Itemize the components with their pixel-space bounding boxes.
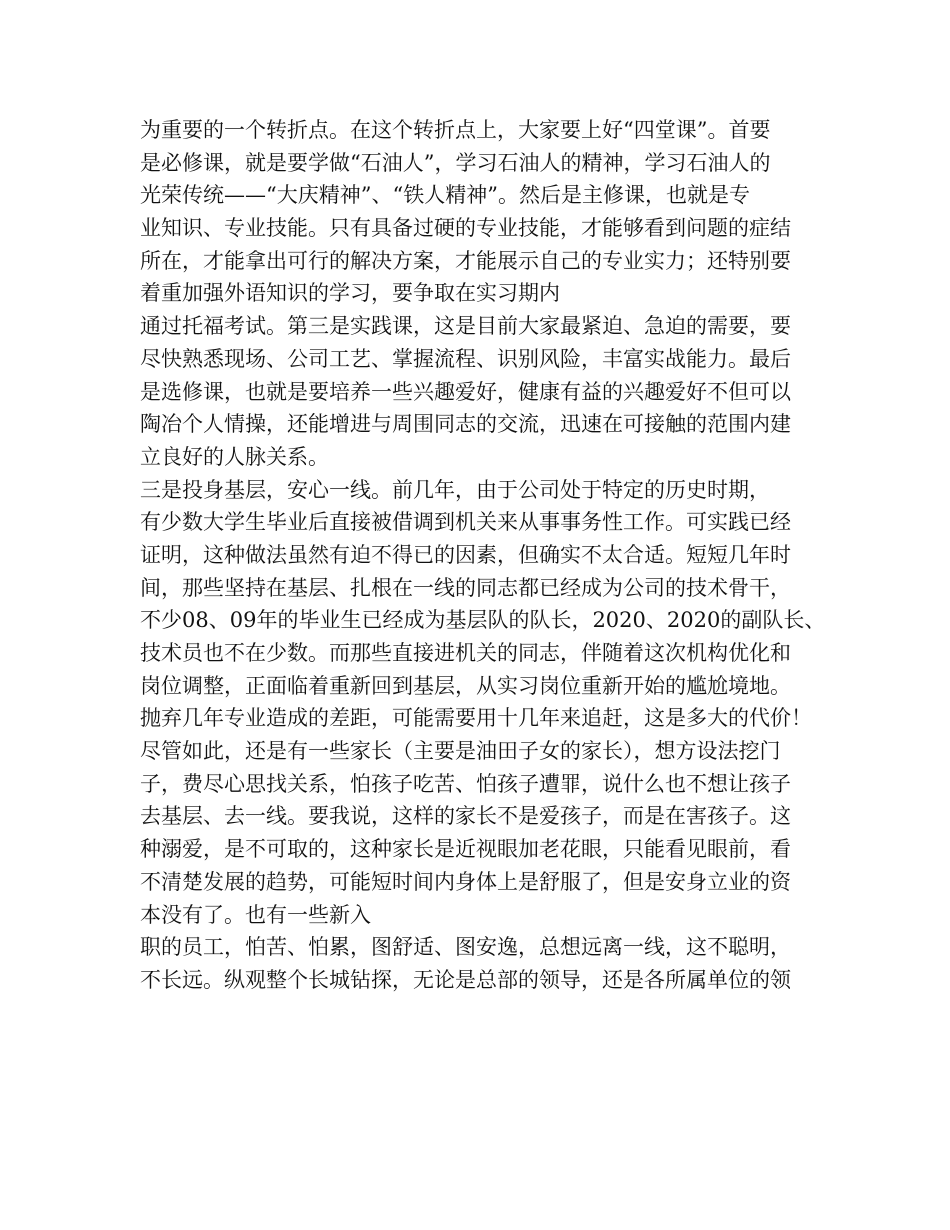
text-line: 本没有了。也有一些新入 [140, 902, 371, 927]
text-line: 不长远。纵观整个长城钻探，无论是总部的领导，还是各所属单位的领 [140, 967, 791, 992]
text-line: 光荣传统——“大庆精神”、“铁人精神”。然后是主修课，也就是专 [140, 183, 750, 208]
text-line: 陶冶个人情操，还能增进与周围同志的交流，迅速在可接触的范围内建 [140, 412, 791, 437]
text-line: 不清楚发展的趋势，可能短时间内身体上是舒服了，但是安身立业的资 [140, 869, 791, 894]
text-line: 岗位调整，正面临着重新回到基层，从实习岗位重新开始的尴尬境地。 [140, 673, 791, 698]
text-line: 立良好的人脉关系。 [140, 444, 329, 469]
text-line: 是选修课，也就是要培养一些兴趣爱好，健康有益的兴趣爱好不但可以 [140, 379, 791, 404]
text-line: 是必修课，就是要学做“石油人”，学习石油人的精神，学习石油人的 [140, 150, 771, 175]
text-line: 去基层、去一线。要我说，这样的家长不是爱孩子，而是在害孩子。这 [140, 804, 791, 829]
text-line: 通过托福考试。第三是实践课，这是目前大家最紧迫、急迫的需要，要 [140, 314, 791, 339]
text-line: 抛弃几年专业造成的差距，可能需要用十几年来追赶，这是多大的代价！ [140, 706, 812, 731]
text-line: 三是投身基层，安心一线。前几年，由于公司处于特定的历史时期， [140, 477, 770, 502]
body-text [140, 114, 830, 997]
text-line: 职的员工，怕苦、怕累，图舒适、图安逸，总想远离一线，这不聪明， [140, 935, 791, 960]
text-line: 技术员也不在少数。而那些直接进机关的同志，伴随着这次机构优化和 [140, 641, 791, 665]
text-line: 有少数大学生毕业后直接被借调到机关来从事事务性工作。可实践已经 [140, 510, 791, 535]
text-line: 不少08、09年的毕业生已经成为基层队的队长，2020、2020的副队长、 [140, 608, 826, 633]
text-line: 尽管如此，还是有一些家长（主要是油田子女的家长），想方设法挖门 [140, 739, 781, 764]
text-line: 为重要的一个转折点。在这个转折点上，大家要上好“四堂课”。首要 [140, 118, 771, 142]
text-line: 间，那些坚持在基层、扎根在一线的同志都已经成为公司的技术骨干， [140, 575, 791, 600]
text-line: 业知识、专业技能。只有具备过硬的专业技能，才能够看到问题的症结 [140, 216, 791, 241]
text-line: 证明，这种做法虽然有迫不得已的因素，但确实不太合适。短短几年时 [140, 542, 791, 567]
text-line: 种溺爱，是不可取的，这种家长是近视眼加老花眼，只能看见眼前，看 [140, 837, 791, 862]
text-line: 子，费尽心思找关系，怕孩子吃苦、怕孩子遭罪，说什么也不想让孩子 [140, 771, 791, 796]
text-line: 尽快熟悉现场、公司工艺、掌握流程、识别风险，丰富实战能力。最后 [140, 346, 791, 371]
text-line: 所在，才能拿出可行的解决方案，才能展示自己的专业实力；还特别要 [140, 248, 791, 273]
text-line: 着重加强外语知识的学习，要争取在实习期内 [140, 281, 560, 306]
